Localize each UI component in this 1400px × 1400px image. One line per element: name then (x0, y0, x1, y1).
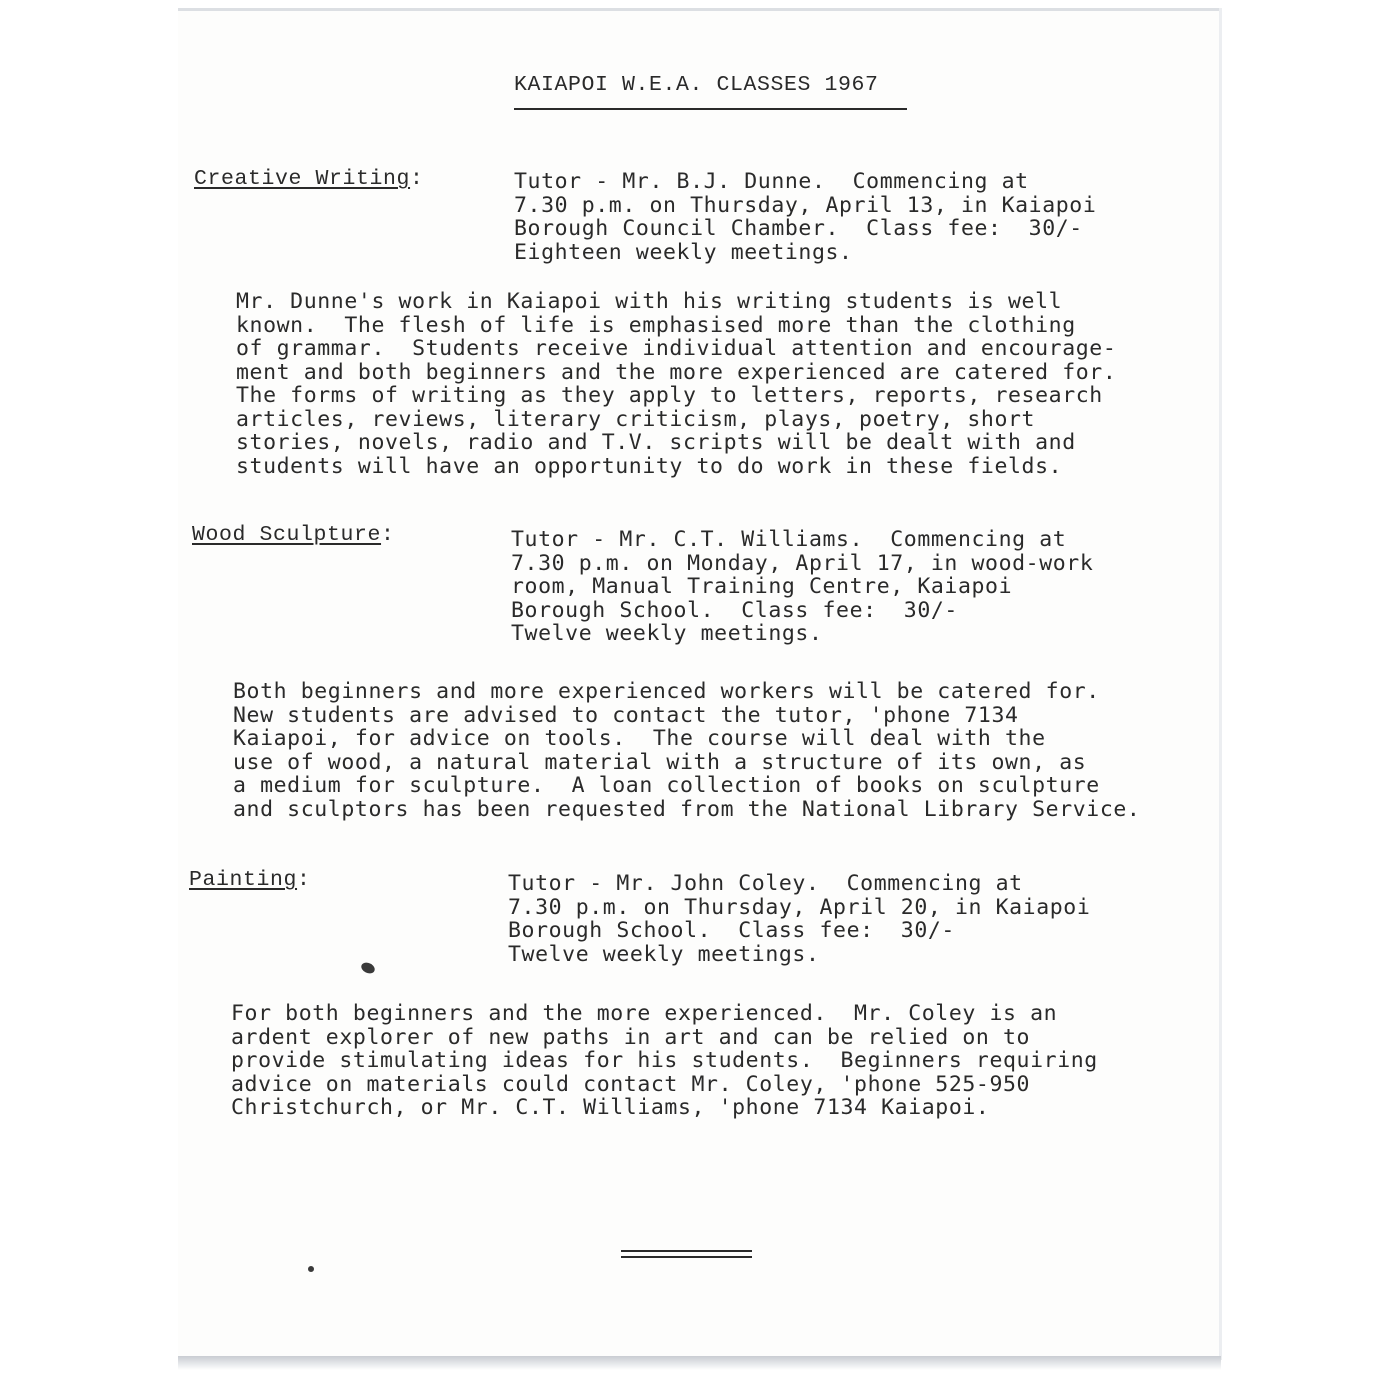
section-body-painting: For both beginners and the more experienced. Mr. Coley is an ardent explorer of new paths in art and can be relied on to provide stimulating ideas for his students. Beginners requiring advice on materials could contact Mr. Coley, 'phone 525-950 Christchurch, or Mr. C.T. Williams, 'phone 7134 Kaiapoi. (231, 1001, 1098, 1120)
section-details-painting: Tutor - Mr. John Coley. Commencing at 7.30 p.m. on Thursday, April 20, in Kaiapoi Borough School. Class fee: 30/- Twelve weekly meetings. (508, 871, 1091, 967)
document-title: KAIAPOI W.E.A. CLASSES 1967 (514, 73, 879, 97)
section-body-wood-sculpture: Both beginners and more experienced workers will be catered for. New students are advised to contact the tutor, 'phone 7134 Kaiapoi, for advice on tools. The course will deal with the use of wood, a natural material with a structure of its own, as a medium for sculpture. A loan collection of books on sculpture and sculptors has been requested from the National Library Service. (233, 679, 1141, 822)
paper-edge (1219, 8, 1222, 1360)
section-heading-text: Creative Writing (194, 167, 411, 191)
section-body-creative-writing: Mr. Dunne's work in Kaiapoi with his writing students is well known. The flesh of life is emphasised more than the clothing of grammar. Students receive individual attention and encourage- ment and both beginners and the more experienced are catered for. The forms of writing as they apply to letters, reports, research articles, reviews, literary criticism, plays, poetry, short stories, novels, radio and T.V. scripts will be dealt with and students will have an opportunity to do work in these fields. (236, 289, 1117, 479)
closing-rule-bottom (621, 1256, 752, 1258)
section-details-creative-writing: Tutor - Mr. B.J. Dunne. Commencing at 7.30 p.m. on Thursday, April 13, in Kaiapoi Borough Council Chamber. Class fee: 30/- Eighteen weekly meetings. (514, 169, 1097, 265)
section-heading-painting (189, 867, 311, 893)
section-heading-creative-writing (194, 166, 424, 192)
closing-rule-top (621, 1250, 752, 1252)
heading-colon: : (297, 868, 311, 892)
section-heading-text: Painting (189, 868, 298, 892)
paper-bottom-shadow (178, 1356, 1221, 1370)
heading-colon: : (410, 167, 424, 191)
section-heading-wood-sculpture (192, 522, 395, 548)
section-details-wood-sculpture: Tutor - Mr. C.T. Williams. Commencing at 7.30 p.m. on Monday, April 17, in wood-work room, Manual Training Centre, Kaiapoi Borough School. Class fee: 30/- Twelve weekly meetings. (511, 527, 1094, 646)
heading-colon: : (381, 523, 395, 547)
section-heading-text: Wood Sculpture (192, 523, 382, 547)
ink-dot (308, 1266, 314, 1272)
title-underline (514, 108, 907, 110)
